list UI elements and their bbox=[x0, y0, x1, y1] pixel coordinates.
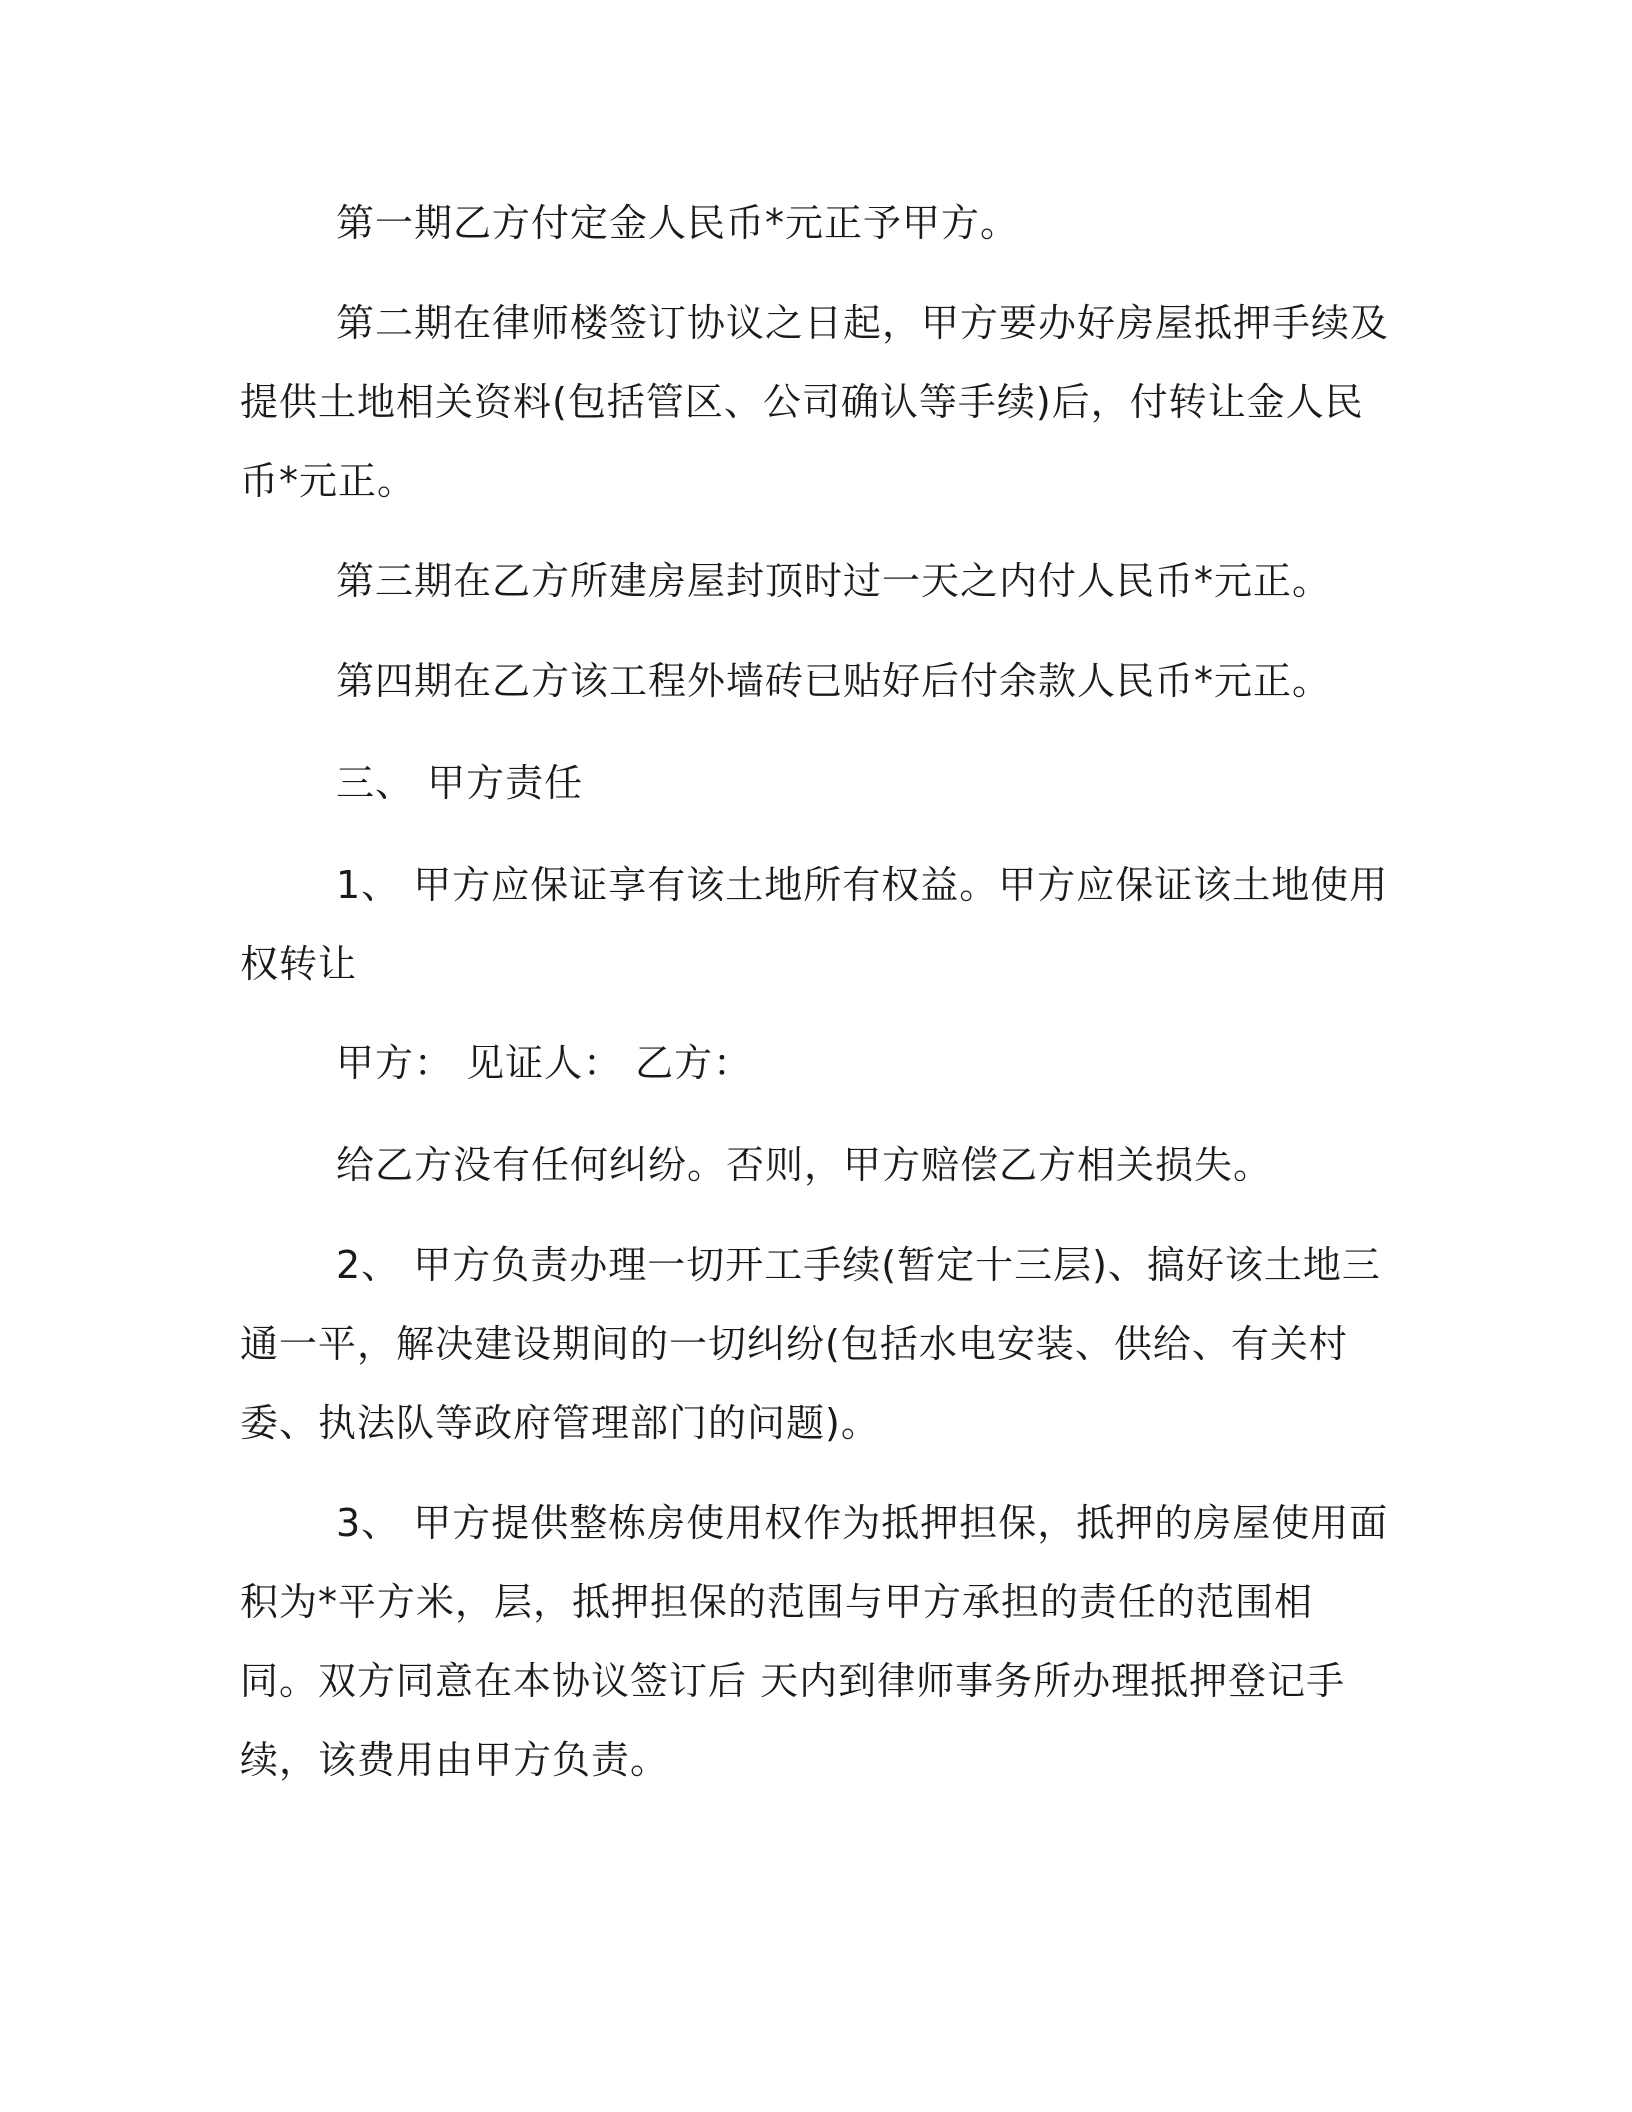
paragraph-second-payment: 第二期在律师楼签订协议之日起，甲方要办好房屋抵押手续及提供土地相关资料(包括管区、公司确认等手续)后，付转让金人民币*元正。 bbox=[240, 301, 1390, 503]
signature-line: 甲方： 见证人： 乙方： bbox=[336, 1041, 753, 1085]
clause-2: 2、 甲方负责办理一切开工手续(暂定十三层)、搞好该土地三通一平，解决建设期间的一切纠纷(包括水电安装、供给、有关村委、执法队等政府管理部门的问题)。 bbox=[240, 1243, 1381, 1445]
clause-3: 3、 甲方提供整栋房使用权作为抵押担保，抵押的房屋使用面积为*平方米，层，抵押担保的范围与甲方承担的责任的范围相同。双方同意在本协议签订后 天内到律师事务所办理抵押登记手续，该费用由甲方负责。 bbox=[240, 1501, 1389, 1782]
paragraph-fourth-payment: 第四期在乙方该工程外墙砖已贴好后付余款人民币*元正。 bbox=[336, 659, 1332, 703]
paragraph-first-payment: 第一期乙方付定金人民币*元正予甲方。 bbox=[336, 201, 1020, 245]
section-heading-party-a-duties: 三、 甲方责任 bbox=[336, 761, 584, 805]
paragraph-third-payment: 第三期在乙方所建房屋封顶时过一天之内付人民币*元正。 bbox=[336, 559, 1332, 603]
clause-1-continued: 给乙方没有任何纠纷。否则，甲方赔偿乙方相关损失。 bbox=[336, 1143, 1273, 1187]
clause-1: 1、 甲方应保证享有该土地所有权益。甲方应保证该土地使用权转让 bbox=[240, 863, 1389, 986]
